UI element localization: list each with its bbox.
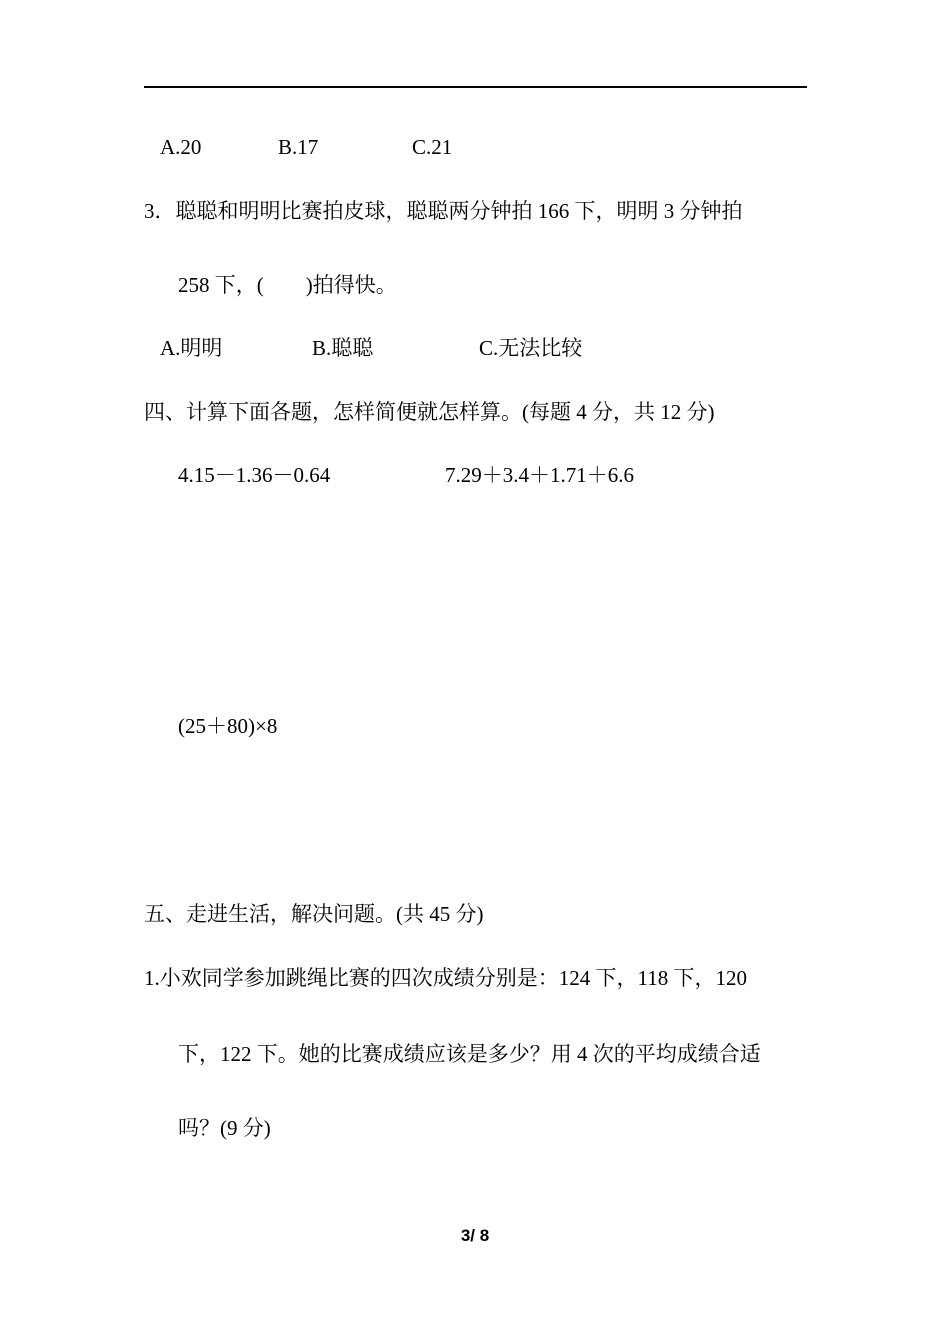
section5-heading: 五、走进生活，解决问题。(共 45 分) — [144, 902, 484, 926]
q2-option-b: B.17 — [278, 135, 319, 159]
q3-text-line2: 258 下，( )拍得快。 — [178, 273, 397, 297]
page-number: 3/ 8 — [460, 1226, 490, 1245]
section4-expr2: 7.29＋3.4＋1.71＋6.6 — [445, 463, 634, 487]
q3-option-c: C.无法比较 — [479, 336, 583, 360]
section4-expr3: (25＋80)×8 — [178, 714, 278, 738]
section5-q1-line2: 下，122 下。她的比赛成绩应该是多少？用 4 次的平均成绩合适 — [178, 1042, 761, 1066]
q3-text-line1 — [144, 197, 806, 225]
section5-q1-line3: 吗？(9 分) — [178, 1116, 271, 1140]
q2-option-c: C.21 — [412, 135, 453, 159]
q2-option-a: A.20 — [160, 135, 202, 159]
q3-option-b: B.聪聪 — [312, 336, 374, 360]
top-rule — [144, 86, 807, 88]
q3-line1-text: 3．聪聪和明明比赛拍皮球，聪聪两分钟拍 166 下，明明 3 分钟拍 — [144, 199, 743, 223]
section4-heading: 四、计算下面各题，怎样简便就怎样算。(每题 4 分，共 12 分) — [144, 400, 715, 424]
section5-q1-line1: 1.小欢同学参加跳绳比赛的四次成绩分别是：124 下，118 下，120 — [144, 966, 747, 990]
q3-option-a: A.明明 — [160, 336, 223, 360]
section4-expr1: 4.15－1.36－0.64 — [178, 463, 331, 487]
